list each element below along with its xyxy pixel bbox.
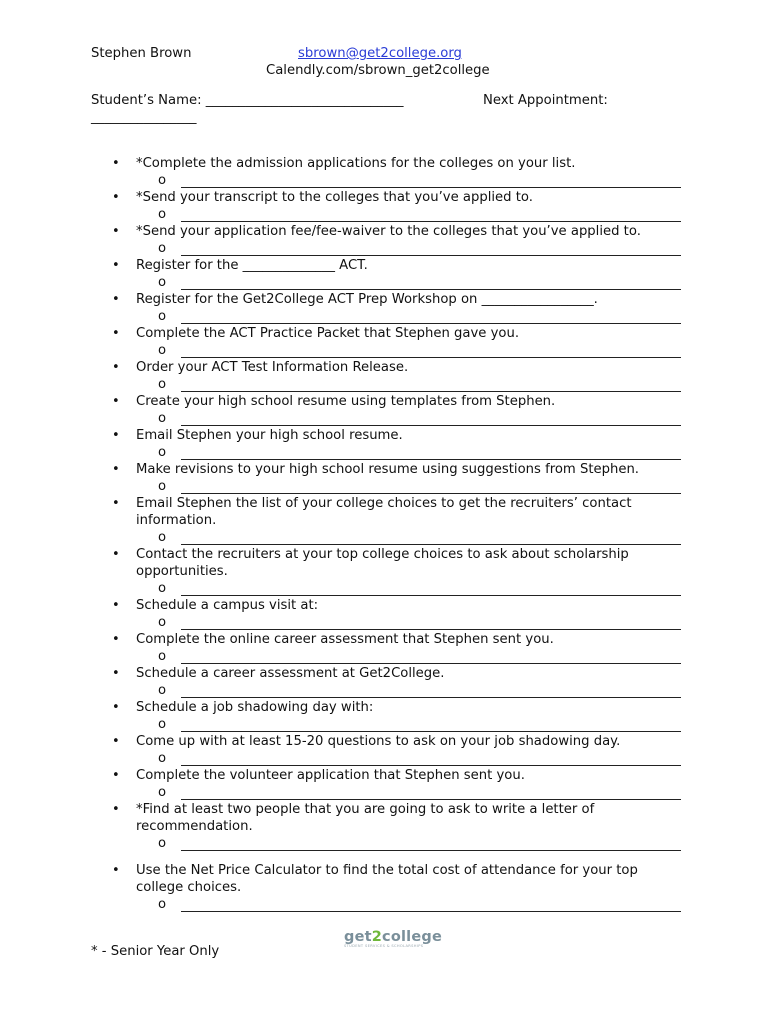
task-item	[0, 291, 686, 308]
sub-bullet-icon: o	[158, 581, 167, 596]
task-response-row	[0, 614, 770, 631]
task-text: Email Stephen your high school resume.	[136, 428, 403, 443]
task-text: *Send your application fee/fee-waiver to the colleges that you’ve applied to.	[136, 224, 641, 239]
task-item	[0, 359, 686, 376]
bullet-icon: •	[112, 863, 120, 878]
sub-bullet-icon: o	[158, 479, 167, 494]
task-item	[0, 223, 686, 240]
bullet-icon: •	[112, 156, 120, 171]
task-item	[0, 495, 686, 529]
advisor-email-link[interactable]: sbrown@get2college.org	[298, 46, 462, 61]
response-blank-line[interactable]	[181, 911, 681, 912]
task-response-row	[0, 750, 770, 767]
task-text: Use the Net Price Calculator to find the total cost of attendance for your top college choices.	[136, 863, 638, 895]
response-blank-line[interactable]	[181, 221, 681, 222]
sub-bullet-icon: o	[158, 717, 167, 732]
response-blank-line[interactable]	[181, 323, 681, 324]
response-blank-line[interactable]	[181, 357, 681, 358]
task-text: Complete the ACT Practice Packet that Stephen gave you.	[136, 326, 520, 341]
bullet-icon: •	[112, 292, 120, 307]
bullet-icon: •	[112, 428, 120, 443]
response-blank-line[interactable]	[181, 255, 681, 256]
sub-bullet-icon: o	[158, 343, 167, 358]
footnote: * - Senior Year Only	[91, 944, 220, 959]
task-response-row	[0, 896, 770, 913]
bullet-icon: •	[112, 360, 120, 375]
sub-bullet-icon: o	[158, 207, 167, 222]
task-item	[0, 665, 686, 682]
bullet-icon: •	[112, 598, 120, 613]
sub-bullet-icon: o	[158, 275, 167, 290]
bullet-icon: •	[112, 258, 120, 273]
bullet-icon: •	[112, 734, 120, 749]
response-blank-line[interactable]	[181, 425, 681, 426]
logo-tagline: STUDENT SERVICES & SCHOLARSHIPS	[344, 944, 424, 948]
bullet-icon: •	[112, 802, 120, 817]
task-text: Create your high school resume using templates from Stephen.	[136, 394, 556, 409]
response-blank-line[interactable]	[181, 187, 681, 188]
response-blank-line[interactable]	[181, 850, 681, 851]
sub-bullet-icon: o	[158, 751, 167, 766]
response-blank-line[interactable]	[181, 391, 681, 392]
task-text: *Send your transcript to the colleges that you’ve applied to.	[136, 190, 533, 205]
task-text: Schedule a campus visit at:	[136, 598, 319, 613]
response-blank-line[interactable]	[181, 697, 681, 698]
bullet-icon: •	[112, 326, 120, 341]
bullet-icon: •	[112, 768, 120, 783]
task-response-row	[0, 648, 770, 665]
response-blank-line[interactable]	[181, 595, 681, 596]
task-response-row	[0, 716, 770, 733]
task-text: Register for the Get2College ACT Prep Workshop on _________________.	[136, 292, 598, 307]
task-item	[0, 546, 686, 580]
response-blank-line[interactable]	[181, 799, 681, 800]
task-item	[0, 631, 686, 648]
task-response-row	[0, 376, 770, 393]
task-checklist	[0, 155, 770, 913]
response-blank-line[interactable]	[181, 493, 681, 494]
task-response-row	[0, 529, 770, 546]
task-item	[0, 325, 686, 342]
task-response-row	[0, 784, 770, 801]
task-item	[0, 597, 686, 614]
sub-bullet-icon: o	[158, 836, 167, 851]
task-text: Schedule a job shadowing day with:	[136, 700, 374, 715]
sub-bullet-icon: o	[158, 411, 167, 426]
response-blank-line[interactable]	[181, 629, 681, 630]
task-response-row	[0, 444, 770, 461]
next-appointment-blank: ________________	[91, 110, 197, 125]
task-text: Complete the volunteer application that Stephen sent you.	[136, 768, 525, 783]
task-item	[0, 699, 686, 716]
response-blank-line[interactable]	[181, 663, 681, 664]
sub-bullet-icon: o	[158, 241, 167, 256]
bullet-icon: •	[112, 462, 120, 477]
sub-bullet-icon: o	[158, 173, 167, 188]
task-response-row	[0, 206, 770, 223]
response-blank-line[interactable]	[181, 731, 681, 732]
task-text: Come up with at least 15-20 questions to ask on your job shadowing day.	[136, 734, 621, 749]
task-item	[0, 767, 686, 784]
bullet-icon: •	[112, 394, 120, 409]
task-text: Contact the recruiters at your top college choices to ask about scholarship opportunities.	[136, 547, 629, 579]
task-text: Email Stephen the list of your college choices to get the recruiters’ contact information.	[136, 496, 632, 528]
task-text: *Complete the admission applications for the colleges on your list.	[136, 156, 576, 171]
task-text: Make revisions to your high school resume using suggestions from Stephen.	[136, 462, 640, 477]
response-blank-line[interactable]	[181, 544, 681, 545]
bullet-icon: •	[112, 700, 120, 715]
task-response-row	[0, 580, 770, 597]
task-text: Order your ACT Test Information Release.	[136, 360, 409, 375]
sub-bullet-icon: o	[158, 530, 167, 545]
task-response-row	[0, 308, 770, 325]
task-item	[0, 257, 686, 274]
task-item	[0, 155, 686, 172]
task-item	[0, 461, 686, 478]
task-text: Schedule a career assessment at Get2College.	[136, 666, 445, 681]
advisor-name: Stephen Brown	[91, 46, 192, 61]
task-item	[0, 189, 686, 206]
bullet-icon: •	[112, 632, 120, 647]
response-blank-line[interactable]	[181, 459, 681, 460]
response-blank-line[interactable]	[181, 289, 681, 290]
sub-bullet-icon: o	[158, 445, 167, 460]
sub-bullet-icon: o	[158, 309, 167, 324]
task-item	[0, 862, 686, 896]
calendly-link-text: Calendly.com/sbrown_get2college	[266, 63, 490, 78]
bullet-icon: •	[112, 666, 120, 681]
sub-bullet-icon: o	[158, 377, 167, 392]
next-appointment-label: Next Appointment:	[483, 93, 608, 108]
task-response-row	[0, 342, 770, 359]
sub-bullet-icon: o	[158, 897, 167, 912]
task-item	[0, 427, 686, 444]
task-text: Register for the ______________ ACT.	[136, 258, 368, 273]
bullet-icon: •	[112, 547, 120, 562]
response-blank-line[interactable]	[181, 765, 681, 766]
sub-bullet-icon: o	[158, 649, 167, 664]
task-response-row	[0, 682, 770, 699]
bullet-icon: •	[112, 190, 120, 205]
task-response-row	[0, 240, 770, 257]
sub-bullet-icon: o	[158, 615, 167, 630]
get2college-logo: get2college STUDENT SERVICES & SCHOLARSHIPS	[344, 929, 442, 948]
task-response-row	[0, 172, 770, 189]
bullet-icon: •	[112, 496, 120, 511]
sub-bullet-icon: o	[158, 785, 167, 800]
task-response-row	[0, 835, 770, 852]
task-response-row	[0, 274, 770, 291]
task-response-row	[0, 410, 770, 427]
student-name-field: Student’s Name: ______________________________	[91, 93, 404, 108]
task-item	[0, 733, 686, 750]
sub-bullet-icon: o	[158, 683, 167, 698]
task-item	[0, 801, 686, 835]
bullet-icon: •	[112, 224, 120, 239]
task-text: *Find at least two people that you are going to ask to write a letter of recommendation.	[136, 802, 595, 834]
task-text: Complete the online career assessment that Stephen sent you.	[136, 632, 554, 647]
task-response-row	[0, 478, 770, 495]
task-item	[0, 393, 686, 410]
